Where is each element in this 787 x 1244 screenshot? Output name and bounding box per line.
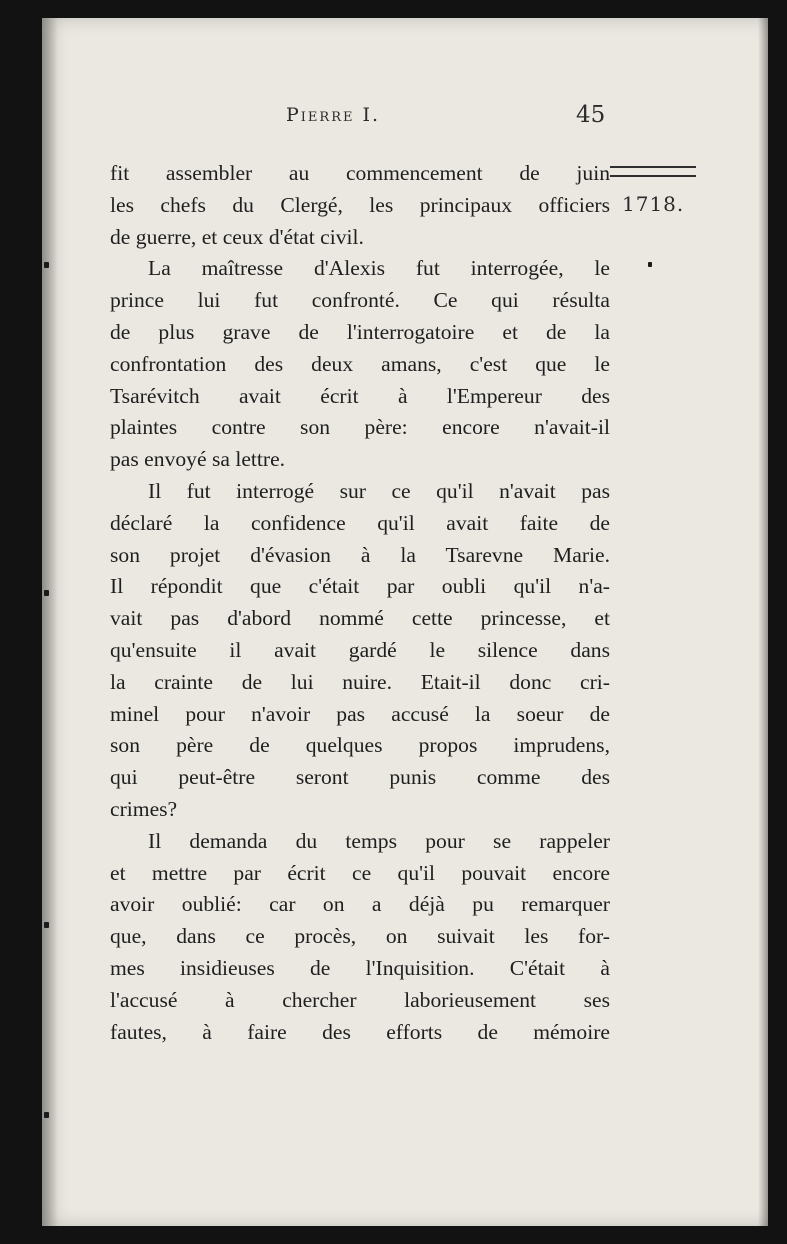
margin-speck (648, 262, 652, 267)
text-line: plaintes contre son père: encore n'avait-il (110, 415, 610, 440)
running-title: Pierre I. (286, 104, 381, 126)
page-number: 45 (576, 102, 606, 128)
text-line: son projet d'évasion à la Tsarevne Marie. (110, 542, 610, 567)
text-line: avoir oublié: car on a déjà pu remarquer (110, 892, 610, 917)
text-line: de guerre, et ceux d'état civil. (110, 224, 364, 249)
margin-year-note: 1718. (622, 192, 685, 216)
binding-mark (44, 590, 49, 596)
page-edge-shadow (758, 18, 768, 1226)
text-line: La maîtresse d'Alexis fut interrogée, le (148, 256, 610, 281)
gutter-shadow (42, 18, 58, 1226)
binding-mark (44, 1112, 49, 1118)
text-line: minel pour n'avoir pas accusé la soeur de (110, 701, 610, 726)
text-line: confrontation des deux amans, c'est que le (110, 351, 610, 376)
text-line: déclaré la confidence qu'il avait faite de (110, 510, 610, 535)
text-line: et mettre par écrit ce qu'il pouvait encore (110, 860, 610, 885)
text-line: fit assembler au commencement de juin (110, 161, 610, 185)
text-line: Il répondit que c'était par oubli qu'il n'a- (110, 574, 610, 599)
text-line: vait pas d'abord nommé cette princesse, et (110, 606, 610, 631)
body-text (110, 158, 610, 1048)
binding-mark (44, 922, 49, 928)
text-line: crimes? (110, 796, 178, 821)
text-line: Il demanda du temps pour se rappeler (148, 828, 610, 853)
text-line: Tsarévitch avait écrit à l'Empereur des (110, 383, 610, 408)
text-line: qu'ensuite il avait gardé le silence dans (110, 637, 610, 662)
text-line: qui peut-être seront punis comme des (110, 765, 610, 790)
binding-mark (44, 262, 49, 268)
text-line: l'accusé à chercher laborieusement ses (110, 987, 610, 1012)
margin-double-rule (610, 166, 696, 177)
text-line: les chefs du Clergé, les principaux officiers (110, 192, 610, 217)
text-line: que, dans ce procès, on suivait les for- (110, 924, 610, 949)
text-line: fautes, à faire des efforts de mémoire (110, 1019, 610, 1044)
text-line: Il fut interrogé sur ce qu'il n'avait pas (148, 478, 610, 503)
text-line: la crainte de lui nuire. Etait-il donc cri- (110, 669, 610, 694)
text-line: pas envoyé sa lettre. (110, 447, 286, 472)
text-line: de plus grave de l'interrogatoire et de la (110, 319, 610, 344)
text-line: mes insidieuses de l'Inquisition. C'était à (110, 955, 610, 980)
text-line: son père de quelques propos imprudens, (110, 733, 610, 758)
text-line: prince lui fut confronté. Ce qui résulta (110, 288, 610, 313)
